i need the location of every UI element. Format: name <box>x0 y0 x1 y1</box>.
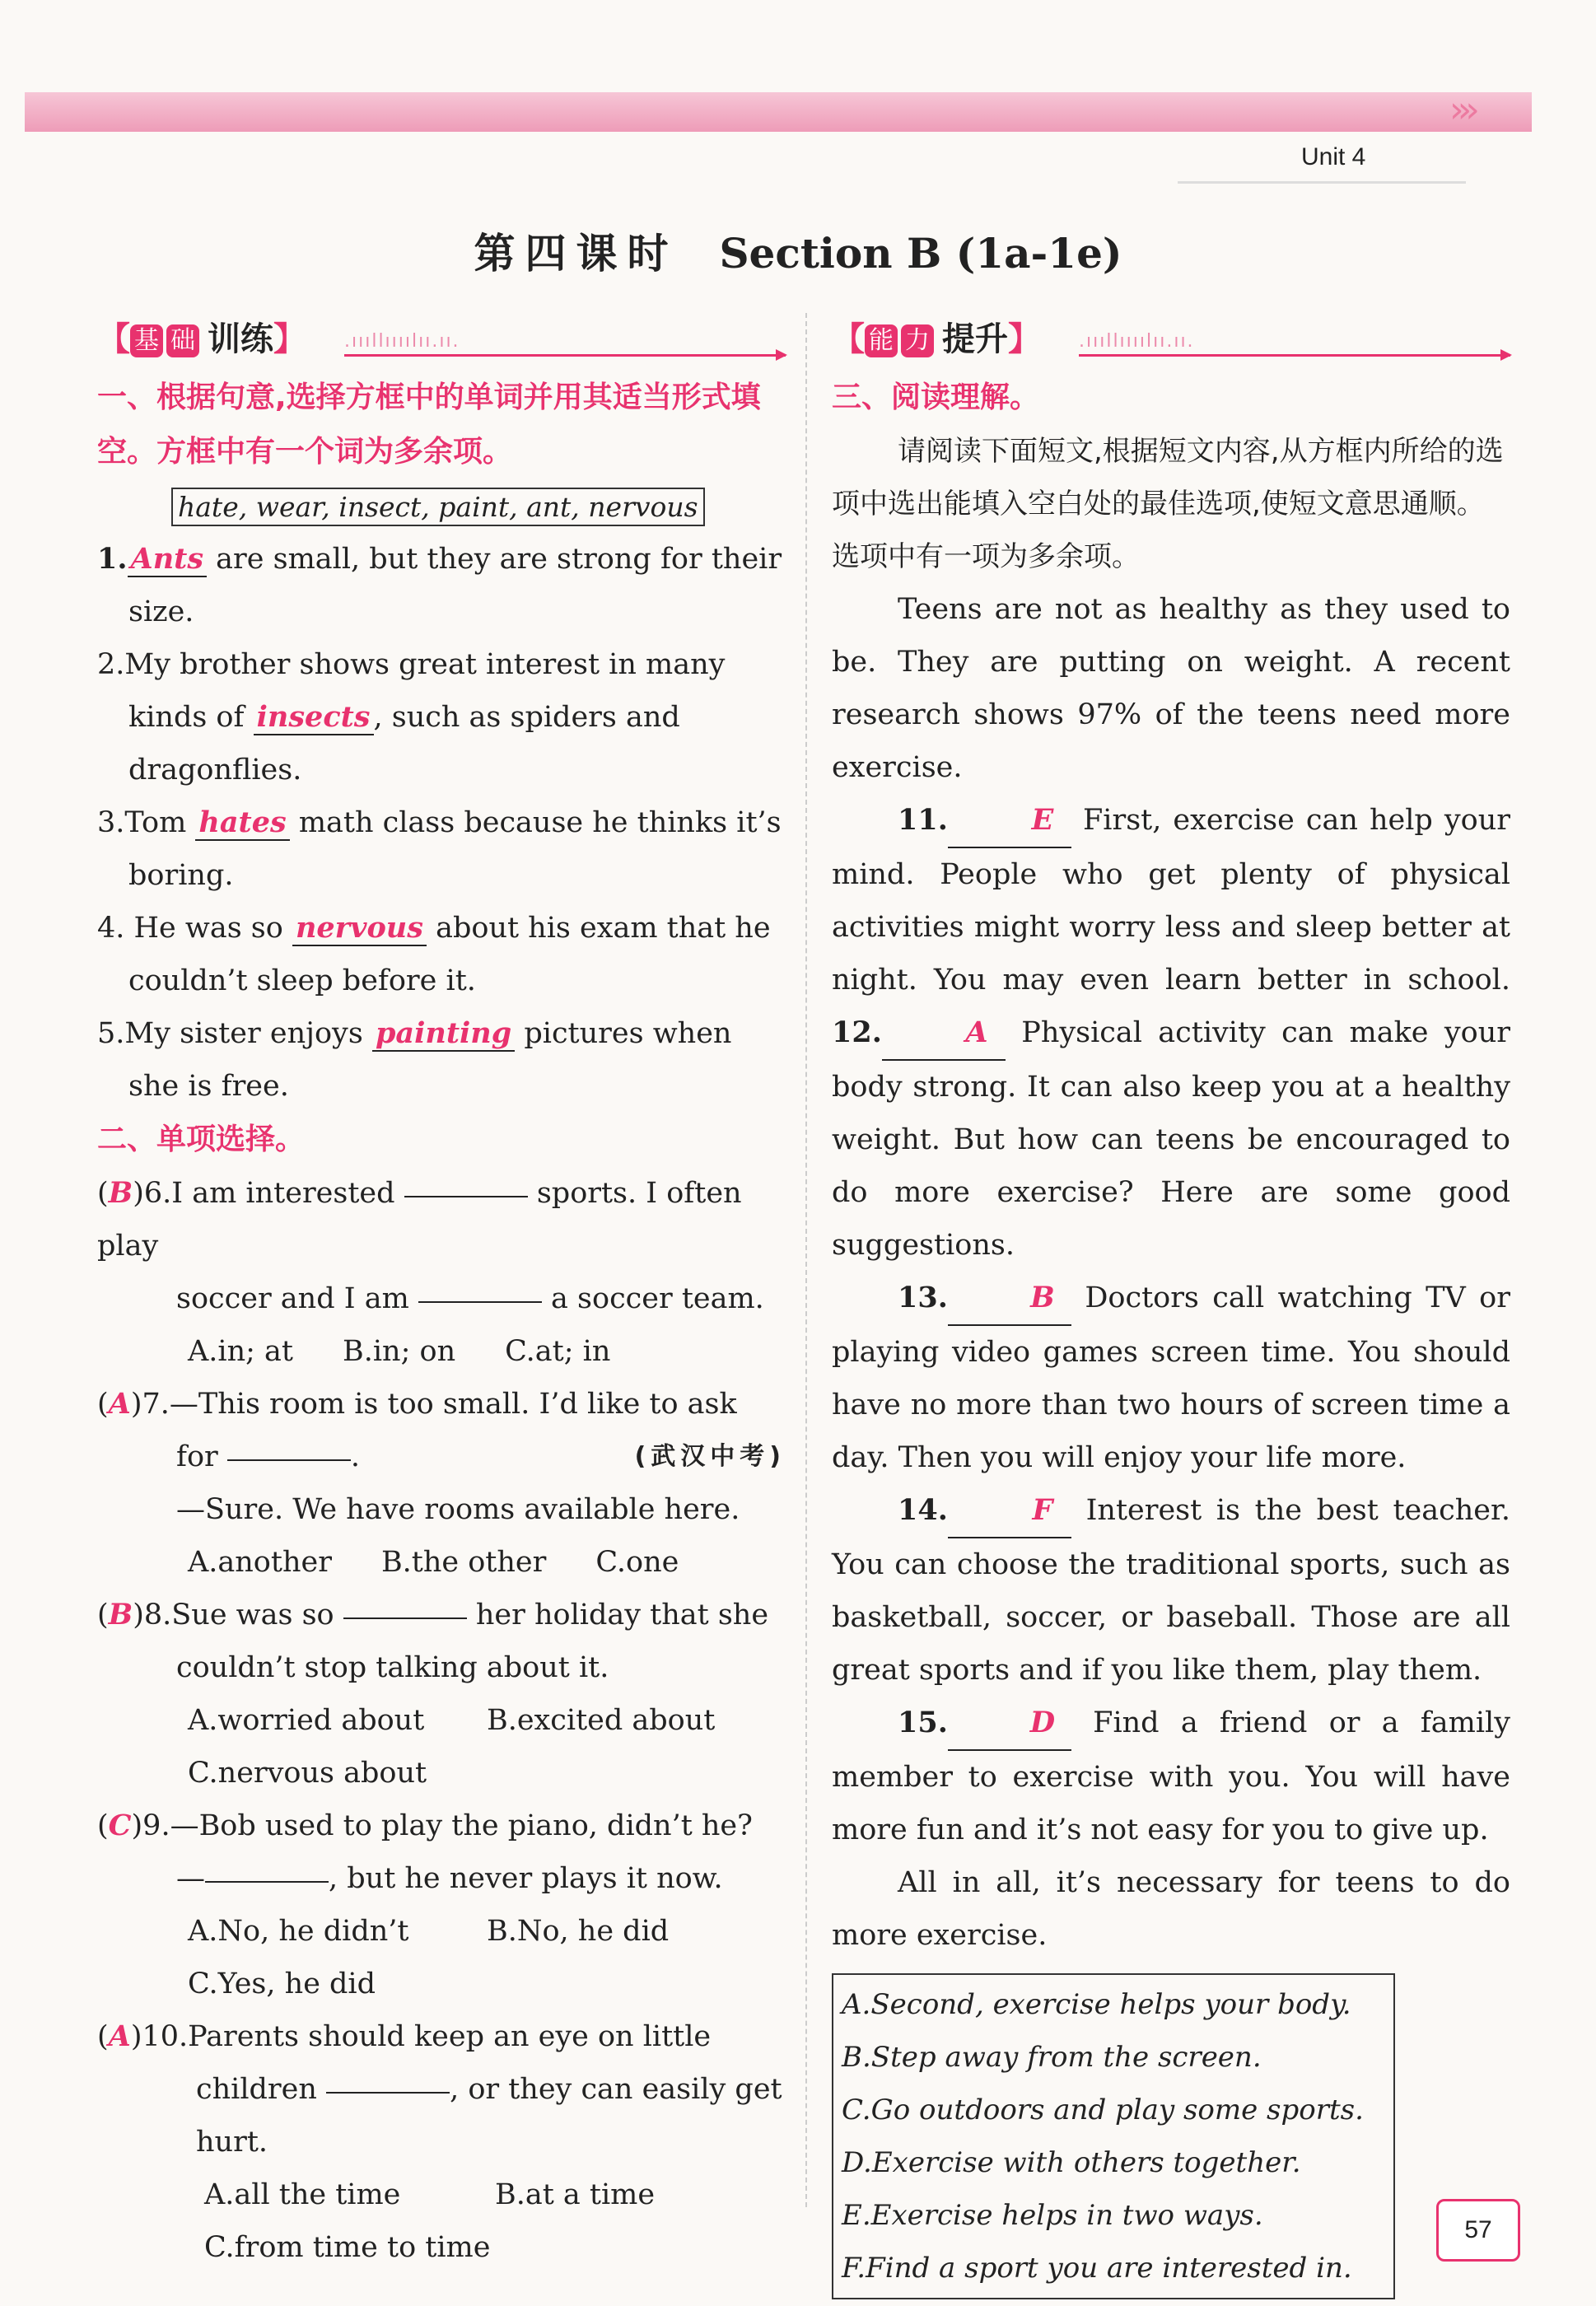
option-f: F.Find a sport you are interested in. <box>842 2252 1352 2285</box>
right-column <box>832 313 1510 2299</box>
passage-paragraph-1: Teens are not as healthy as they used to be. They are putting on weight. A recent research shows 97% of the teens need more exercise. <box>832 593 1510 784</box>
question-3: 3.Tom hates math class because he thinks it’s boring. <box>97 805 782 892</box>
passage-paragraph-4: 14. F Interest is the best teacher. You can choose the traditional sports, such as basketball, soccer, or baseball. Those are all great sports and if you like them, play them. <box>832 1484 1510 1697</box>
chevron-right-icon: ››› <box>1449 89 1473 131</box>
answer-4: nervous <box>292 911 427 946</box>
option-a: A.Second, exercise helps your body. <box>842 1988 1351 2021</box>
word-box: hate, wear, insect, paint, ant, nervous <box>171 488 705 526</box>
question-5: 5.My sister enjoys painting pictures when she is free. <box>97 1016 732 1103</box>
options-box <box>832 1973 1395 2299</box>
passage-paragraph-5: 15. D Find a friend or a family member to exercise with you. You will have more fun and it’s not easy for you to give up. <box>832 1697 1510 1856</box>
passage-paragraph-2: 11. E First, exercise can help your mind. People who get plenty of physical activities might worry less and sleep better at night. You may even learn better in school. 12. A Physical activity can make your body strong. It can also keep you at a healthy weight. But how can teens be encouraged to do more exercise? Here are some good suggestions. <box>832 794 1510 1272</box>
answer-5: painting <box>372 1016 515 1052</box>
answer-13: B <box>948 1272 1071 1326</box>
title-en: Section B (1a-1e) <box>719 229 1122 278</box>
column-divider <box>805 313 807 2207</box>
passage-paragraph-3: 13. B Doctors call watching TV or playing video games screen time. You should have no more than two hours of screen time a day. Then you will enjoy your life more. <box>832 1272 1510 1484</box>
answer-15: D <box>948 1697 1071 1751</box>
answer-14: F <box>948 1484 1071 1538</box>
answer-2: insects <box>254 700 374 735</box>
question-10-options: A.all the time B.at a time <box>204 2178 656 2211</box>
option-b: B.Step away from the screen. <box>842 2041 1262 2074</box>
passage-paragraph-6: All in all, it’s necessary for teens to do more exercise. <box>832 1866 1510 1952</box>
part2-instruction: 二、单项选择。 <box>97 1123 306 1156</box>
question-1: 1. Ants are small, but they are strong for their size. <box>97 542 782 628</box>
answer-12: A <box>882 1006 1006 1061</box>
question-2: 2.My brother shows great interest in many kinds of insects , such as spiders and dragonflies. <box>97 648 726 787</box>
unit-tab <box>1178 132 1466 184</box>
title-zh: 第四课时 <box>474 229 679 278</box>
question-6: (B)6.I am interested sports. I often play <box>97 1176 742 1263</box>
source-note: (武汉中考) <box>634 1442 786 1471</box>
decorative-bars-icon: .ıııllıııılıı.ıı. <box>1079 331 1195 352</box>
part3-instruction: 三、阅读理解。 <box>832 380 1040 414</box>
question-4: 4. He was so nervous about his exam that he couldn’t sleep before it. <box>97 911 771 997</box>
arrow-line <box>1079 354 1510 357</box>
question-10: (A)10.Parents should keep an eye on little <box>97 2019 712 2053</box>
option-e: E.Exercise helps in two ways. <box>842 2199 1263 2232</box>
question-6-options: A.in; at B.in; on C.at; in <box>188 1335 611 1368</box>
answer-11: E <box>948 794 1071 848</box>
section-header-basic: 【 基 础 训练】 .ıııllıııılıı.ıı. <box>97 313 786 371</box>
answer-1: Ants <box>128 542 207 577</box>
question-7: (A)7.—This room is too small. I’d like to ask <box>97 1387 737 1421</box>
left-column: 【 基 础 训练】 .ıııllıııılıı.ıı. 一、根据句意,选择方框中的单词并用其适当形式填空。方框中有一个词为多余项。 hate, wear, insect, paint, ant, nervous 1. Ants are small, but they are strong for their size. 2.My brother shows great interest in many kinds of insects , such as spiders and dragonflies. 3.Tom hates math class because he thinks it’s boring. 4. He was so nervous about his exam that he couldn’t sleep before it. 5.My sister enjoys painting pictures when she is free. 二、单项选择。 (B)6.I am interested sports. I often play soccer and I am a soccer team. A.in; at B.in; on C.at; in (A)7.—This room is too small. I’d like to ask for . (武汉中考) —Sure. We have rooms available here. A.another B.the other C.one (B)8.Sue was so her holiday that she couldn’t stop talking about it. A.worried about B.excited about C.nervous about (C)9.—Bob used to play the piano, didn’t he? — , but he never plays it now. A.No, he didn’t B.No, he did C.Yes, he did (A)10.Parents should keep an eye on little children , or they can easily get hurt. A.all the time B.at a time C.from time to time <box>97 313 786 2274</box>
question-9: (C)9.—Bob used to play the piano, didn’t he? <box>97 1809 753 1842</box>
option-d: D.Exercise with others together. <box>842 2146 1301 2179</box>
question-9-options: A.No, he didn’t B.No, he did <box>188 1915 670 1948</box>
header-band <box>25 92 1532 132</box>
question-8-options: A.worried about B.excited about <box>188 1704 716 1737</box>
answer-3: hates <box>195 805 289 841</box>
option-c: C.Go outdoors and play some sports. <box>842 2094 1364 2126</box>
arrow-line <box>344 354 786 357</box>
question-7-options: A.another B.the other C.one <box>188 1546 679 1579</box>
reading-instruction: 请阅读下面短文,根据短文内容,从方框内所给的选项中选出能填入空白处的最佳选项,使短文意思通顺。选项中有一项为多余项。 <box>832 435 1504 573</box>
page-title <box>0 221 1596 280</box>
unit-label: Unit 4 <box>1301 143 1366 170</box>
decorative-bars-icon: .ıııllıııılıı.ıı. <box>344 331 460 352</box>
section-header-advanced: 【 能 力 提升】 .ıııllıııılıı.ıı. <box>832 313 1510 371</box>
question-8: (B)8.Sue was so her holiday that she <box>97 1598 769 1631</box>
page-number: 57 <box>1436 2199 1520 2262</box>
part1-instruction: 一、根据句意,选择方框中的单词并用其适当形式填空。方框中有一个词为多余项。 <box>97 380 761 469</box>
